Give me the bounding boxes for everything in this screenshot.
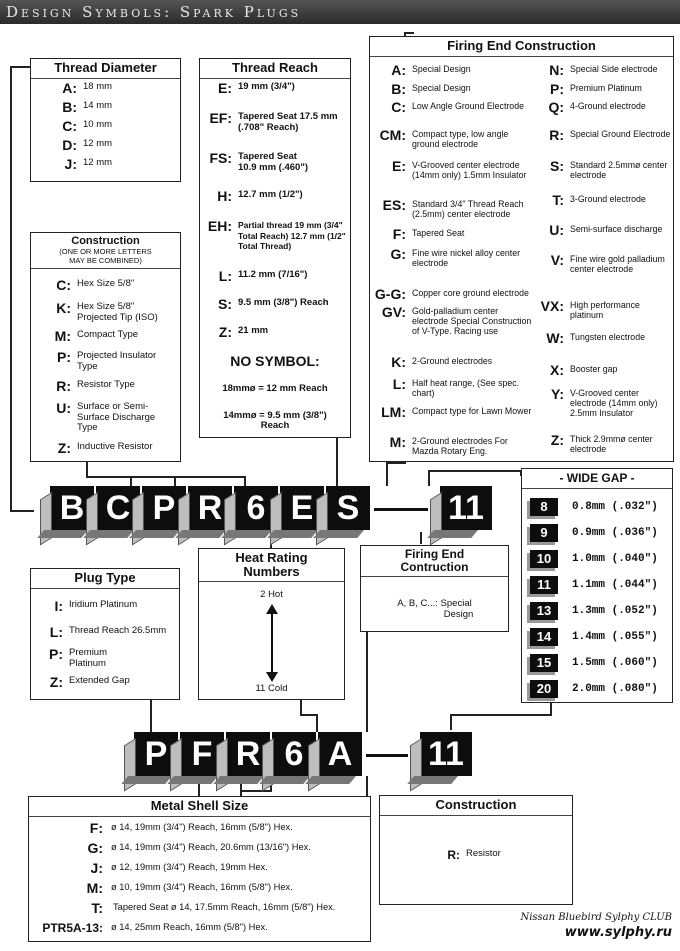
firing-end-desc: Half heat range, (See spec. chart) (412, 378, 520, 398)
firing-end-code: U: (549, 222, 564, 238)
firing-end-desc: Fine wire gold palladium center electrode (570, 254, 665, 274)
header-bar (0, 0, 680, 24)
metal-shell-panel (28, 796, 371, 942)
firing-end-desc: V-Grooved center electrode (14mm only) 2.5mm Insulator (570, 388, 658, 418)
firing-end-code: LM: (381, 404, 406, 420)
firing-end-desc: Special Ground Electrode (570, 129, 671, 139)
wide-gap-row (530, 601, 668, 621)
no-symbol-line: 14mmø = 9.5 mm (3/8") (223, 410, 327, 421)
firing-end-desc: Premium Platinum (570, 83, 642, 93)
list-item: J: 12 mm (64, 156, 113, 172)
firing-end-code: V: (550, 252, 564, 268)
wide-gap-row (530, 679, 668, 699)
wide-gap-panel (521, 468, 673, 703)
list-item: L: 11.2 mm (7/16") (218, 268, 308, 284)
list-item: R: Resistor (447, 848, 501, 862)
firing-end-code: N: (549, 62, 564, 78)
firing-end-desc: Gold-palladium center electrode Special Construction of V-Type. Racing use (412, 306, 532, 336)
list-item: C: Hex Size 5/8" (56, 277, 135, 293)
header-title: Design Symbols: Spark Plugs (6, 3, 302, 21)
firing-end-desc: Compact type, low angle ground electrode (412, 129, 509, 149)
part-letter-tile: P (142, 486, 186, 530)
heat-hot-label: 2 Hot (260, 589, 283, 600)
heat-rating-panel (198, 548, 345, 700)
part-letter-tile: A (318, 732, 362, 776)
firing-end-desc: 4-Ground electrode (570, 101, 646, 111)
list-item (538, 128, 674, 142)
firing-end-desc: 2-Ground electrodes For Mazda Rotary Eng. (412, 436, 508, 456)
firing-end-desc: High performance platinum (570, 300, 640, 320)
list-item: I: Iridium Platinum (54, 598, 138, 614)
thread-diameter-title: Thread Diameter (31, 59, 180, 79)
wide-gap-value: 0.9mm (.036") (572, 527, 658, 539)
list-item (29, 881, 370, 895)
no-symbol-label: NO SYMBOL: (230, 353, 320, 369)
list-item (29, 841, 370, 855)
list-item: P: Premium Platinum (49, 646, 108, 669)
list-item (538, 193, 674, 207)
list-item: U: Surface or Semi-Surface Discharge Type (56, 400, 156, 433)
metal-shell-code: J: (90, 860, 103, 876)
firing-end-code: G: (390, 246, 406, 262)
list-item (29, 901, 370, 915)
list-item: S: 9.5 mm (3/8") Reach (218, 296, 329, 312)
part-gap-tile: 11 (440, 486, 492, 530)
part-dash (374, 508, 428, 511)
wide-gap-row (530, 549, 668, 569)
list-item (29, 921, 370, 935)
list-item: B: 14 mm (62, 99, 113, 115)
firing-end-desc: Standard 2.5mmø center electrode (570, 160, 668, 180)
wide-gap-row (530, 575, 668, 595)
wide-gap-value: 1.4mm (.055") (572, 631, 658, 643)
wide-gap-code: 11 (530, 576, 558, 594)
firing-end-code: L: (392, 376, 406, 392)
thread-reach-title: Thread Reach (200, 59, 350, 79)
list-item (29, 861, 370, 875)
firing-end-code: E: (392, 158, 406, 174)
construction-subtitle: (ONE OR MORE LETTERS (59, 247, 152, 256)
list-item: H: 12.7 mm (1/2") (217, 188, 303, 204)
part-letter-tile: 6 (234, 486, 278, 530)
firing-end-code: ES: (382, 197, 406, 213)
list-item (538, 82, 674, 96)
firing-end-code: Q: (548, 99, 564, 115)
heat-rating-title: Numbers (243, 564, 300, 579)
wide-gap-row (530, 523, 668, 543)
wide-gap-row (530, 627, 668, 647)
firing-end-desc: Booster gap (570, 364, 618, 374)
metal-shell-desc: ø 14, 19mm (3/4") Reach, 20.6mm (13/16") Hex. (111, 842, 311, 852)
credit-website: www.sylphy.ru (564, 925, 672, 940)
wide-gap-code: 20 (530, 680, 558, 698)
firing-end-code: X: (550, 362, 564, 378)
construction-subtitle: MAY BE COMBINED) (69, 256, 142, 265)
firing-end-code: M: (389, 434, 406, 450)
part-letter-tile: E (280, 486, 324, 530)
wide-gap-code: 9 (530, 524, 558, 542)
wide-gap-code: 10 (530, 550, 558, 568)
list-item (538, 299, 674, 320)
construction-bottom-panel (379, 795, 573, 905)
thread-reach-panel (199, 58, 351, 438)
wide-gap-value: 0.8mm (.032") (572, 501, 658, 513)
firing-end-code: K: (391, 354, 406, 370)
firing-end-desc: Thick 2.9mmø center electrode (570, 434, 653, 454)
list-item (538, 159, 674, 180)
firing-end-code: W: (546, 330, 564, 346)
list-item: C: 10 mm (62, 118, 113, 134)
part-letter-tile: P (134, 732, 178, 776)
firing-end-code: P: (550, 81, 564, 97)
wide-gap-code: 15 (530, 654, 558, 672)
list-item: P: Projected Insulator Type (57, 349, 157, 372)
thread-diameter-panel (30, 58, 181, 182)
list-item (538, 363, 674, 377)
part-dash (366, 754, 408, 757)
no-symbol-line: Reach (260, 420, 290, 431)
firing-end-title: Firing End Construction (370, 37, 673, 57)
part-letter-tile: F (180, 732, 224, 776)
list-item (538, 253, 674, 274)
metal-shell-desc: ø 12, 19mm (3/4") Reach, 19mm Hex. (111, 862, 268, 872)
firing-end-code: VX: (540, 298, 564, 314)
list-item (538, 63, 674, 77)
firing-end-desc: 2-Ground electrodes (412, 356, 493, 366)
firing-end-desc: Special Design (412, 83, 471, 93)
firing-end-desc: Low Angle Ground Electrode (412, 101, 524, 111)
metal-shell-desc: ø 10, 19mm (3/4") Reach, 16mm (5/8") Hex. (111, 882, 293, 892)
plug-type-title: Plug Type (31, 569, 179, 589)
part-letter-tile: C (96, 486, 140, 530)
metal-shell-code: T: (91, 900, 103, 916)
list-item: EF: Tapered Seat 17.5 mm (.708" Reach) (209, 110, 338, 133)
list-item: K: Hex Size 5/8" Projected Tip (ISO) (56, 300, 158, 323)
list-item: E: 19 mm (3/4") (218, 80, 295, 96)
construction-title: Construction (71, 235, 140, 247)
firing-end-code: Z: (550, 432, 564, 448)
firing-end-code: GV: (381, 304, 406, 320)
list-item: D: 12 mm (62, 137, 113, 153)
firing-end-code: F: (392, 226, 406, 242)
firing-end-code: A: (391, 62, 406, 78)
firing-end-desc: Tapered Seat (412, 228, 465, 238)
firing-end-desc: 3-Ground electrode (570, 194, 646, 204)
wide-gap-value: 1.0mm (.040") (572, 553, 658, 565)
wide-gap-value: 1.5mm (.060") (572, 657, 658, 669)
wide-gap-row (530, 653, 668, 673)
wide-gap-title: - WIDE GAP - (522, 469, 672, 489)
double-arrow-icon (262, 604, 282, 682)
construction-panel (30, 232, 181, 462)
firing-end-small-desc: Design (443, 609, 474, 620)
wide-gap-row (530, 497, 668, 517)
metal-shell-code: G: (87, 840, 103, 856)
list-item: L: Thread Reach 26.5mm (49, 624, 167, 640)
plug-type-panel (30, 568, 180, 700)
list-item (29, 821, 370, 835)
part-letter-tile: R (226, 732, 270, 776)
credit-club: Nissan Bluebird Sylphy CLUB (520, 912, 672, 923)
metal-shell-desc: ø 14, 19mm (3/4") Reach, 16mm (5/8") Hex. (111, 822, 293, 832)
metal-shell-desc: Tapered Seat ø 14, 17.5mm Reach, 16mm (5/8") Hex. (113, 902, 336, 912)
firing-end-small-title: Firing End (404, 547, 465, 561)
part-letter-tile: S (326, 486, 370, 530)
firing-end-desc: Semi-surface discharge (570, 224, 663, 234)
firing-end-code: R: (549, 127, 564, 143)
metal-shell-desc: ø 14, 25mm Reach, 16mm (5/8") Hex. (111, 922, 268, 932)
list-item (538, 100, 674, 114)
list-item (538, 433, 674, 454)
firing-end-desc: Tungsten electrode (570, 332, 645, 342)
firing-end-code: G-G: (374, 286, 406, 302)
firing-end-desc: Copper core ground electrode (412, 288, 529, 298)
firing-end-desc: Fine wire nickel alloy center electrode (412, 248, 521, 268)
list-item: R: Resistor Type (56, 378, 135, 394)
list-item: FS: Tapered Seat 10.9 mm (.460") (209, 150, 308, 173)
list-item (538, 387, 674, 418)
wide-gap-value: 1.3mm (.052") (572, 605, 658, 617)
heat-rating-title: Heat Rating (235, 550, 308, 565)
firing-end-code: S: (550, 158, 564, 174)
list-item: M: Compact Type (54, 328, 139, 344)
firing-end-desc: V-Grooved center electrode (14mm only) 1.5mm Insulator (412, 160, 527, 180)
firing-end-code: CM: (379, 127, 406, 143)
metal-shell-code: PTR5A-13: (42, 921, 103, 935)
list-item: EH: Partial thread 19 mm (3/4" Total Reach) 12.7 mm (1/2" Total Thread) (207, 218, 346, 251)
firing-end-small-title: Contruction (400, 560, 469, 574)
firing-end-code: T: (552, 192, 564, 208)
metal-shell-code: M: (86, 880, 103, 896)
part-letter-tile: B (50, 486, 94, 530)
metal-shell-code: F: (89, 820, 103, 836)
list-item: Z: Inductive Resistor (57, 440, 153, 456)
firing-end-desc: Compact type for Lawn Mower (412, 406, 532, 416)
wide-gap-value: 1.1mm (.044") (572, 579, 658, 591)
wide-gap-code: 13 (530, 602, 558, 620)
metal-shell-title: Metal Shell Size (29, 797, 370, 817)
part-gap-tile: 11 (420, 732, 472, 776)
construction-bottom-title: Construction (380, 796, 572, 816)
firing-end-desc: Standard 3/4" Thread Reach (2.5mm) center electrode (412, 199, 524, 219)
firing-end-code: C: (391, 99, 406, 115)
heat-cold-label: 11 Cold (255, 683, 288, 694)
list-item: A: 18 mm (62, 80, 113, 96)
part-letter-tile: 6 (272, 732, 316, 776)
wide-gap-code: 14 (530, 628, 558, 646)
wide-gap-value: 2.0mm (.080") (572, 683, 658, 695)
firing-end-small-desc: A, B, C...: Special (397, 598, 472, 609)
firing-end-code: B: (391, 81, 406, 97)
list-item (538, 331, 674, 345)
part-letter-tile: R (188, 486, 232, 530)
firing-end-desc: Special Design (412, 64, 471, 74)
firing-end-panel (369, 36, 674, 462)
list-item: Z: Extended Gap (49, 674, 130, 690)
firing-end-small-panel (360, 545, 509, 632)
wide-gap-code: 8 (530, 498, 558, 516)
list-item (538, 223, 674, 237)
firing-end-desc: Special Side electrode (570, 64, 658, 74)
no-symbol-line: 18mmø = 12 mm Reach (222, 383, 328, 394)
list-item: Z: 21 mm (218, 324, 269, 340)
firing-end-code: Y: (551, 386, 564, 402)
